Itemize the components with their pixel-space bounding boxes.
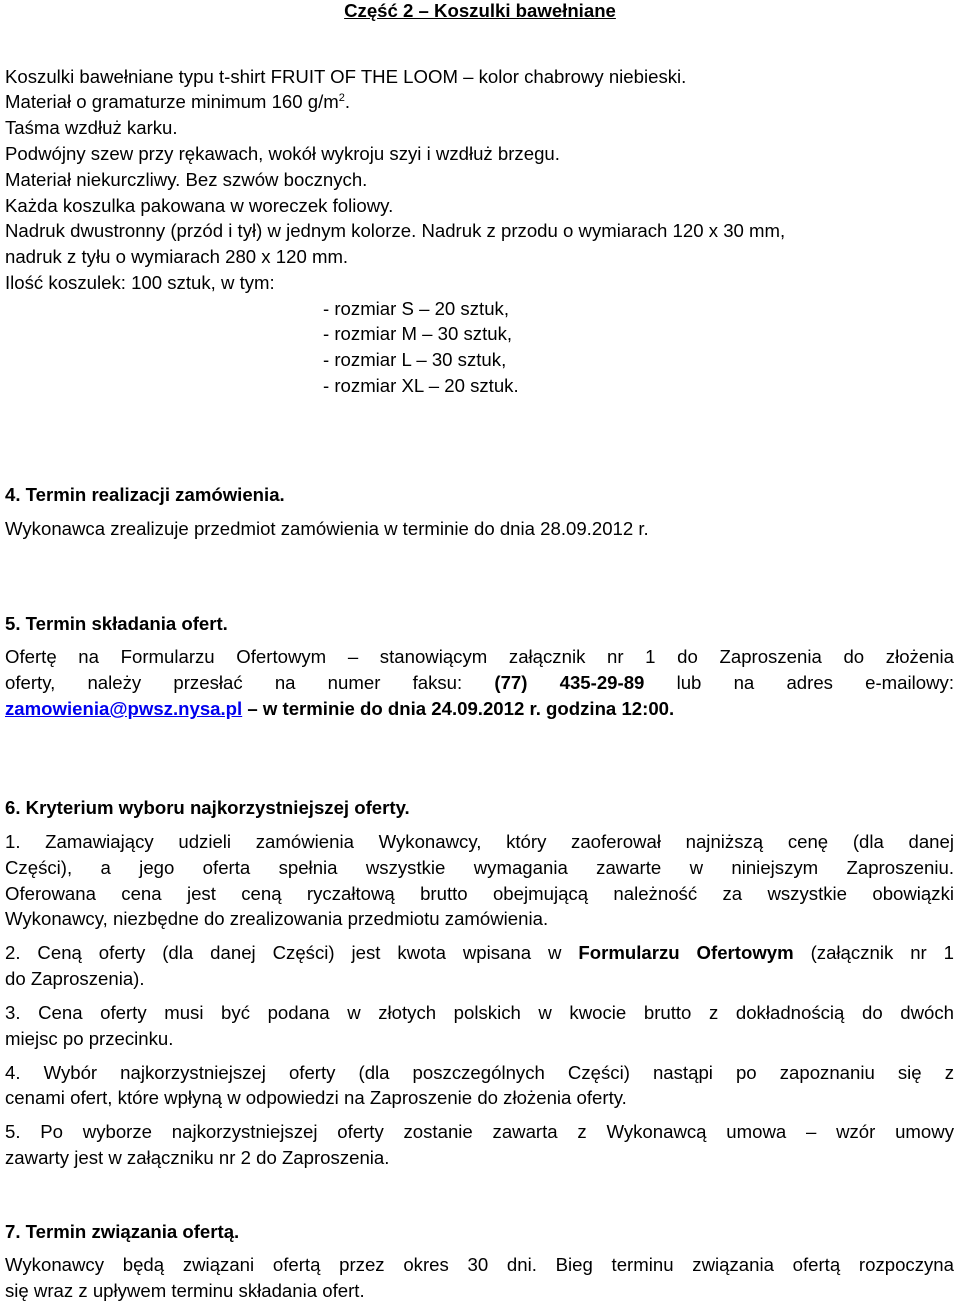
paragraph-line: miejsc po przecinku. <box>5 1028 174 1049</box>
page-title: Część 2 – Koszulki bawełniane <box>344 0 616 21</box>
section-text <box>5 698 674 720</box>
paragraph-line: 1. Zamawiający udzieli zamówienia Wykonawcy, który zaoferował najniższą cenę (dla danej <box>5 831 954 852</box>
size-item: - rozmiar XL – 20 sztuk. <box>323 375 519 396</box>
section-text: Wykonawcy będą związani ofertą przez okres 30 dni. Bieg terminu związania ofertą rozpoczyna <box>5 1254 954 1275</box>
product-line: Nadruk dwustronny (przód i tył) w jednym kolorze. Nadruk z przodu o wymiarach 120 x 30 mm, <box>5 220 786 241</box>
section-heading: 6. Kryterium wyboru najkorzystniejszej oferty. <box>5 797 410 818</box>
size-item: - rozmiar M – 30 sztuk, <box>323 323 513 344</box>
paragraph-line: 5. Po wyborze najkorzystniejszej oferty zostanie zawarta z Wykonawcą umowa – wzór umowy <box>5 1121 954 1142</box>
paragraph-line: 3. Cena oferty musi być podana w złotych polskich w kwocie brutto z dokładnością do dwóch <box>5 1002 954 1023</box>
paragraph-line: Wykonawcy, niezbędne do zrealizowania przedmiotu zamówienia. <box>5 908 549 929</box>
section-heading: 5. Termin składania ofert. <box>5 613 228 634</box>
product-line: Materiał o gramaturze minimum 160 $g/m^2$. <box>5 91 351 112</box>
paragraph-line: 4. Wybór najkorzystniejszej oferty (dla poszczególnych Części) nastąpi po zapoznaniu się z <box>5 1062 954 1083</box>
section-text: Wykonawca zrealizuje przedmiot zamówienia w terminie do dnia 28.09.2012 r. <box>5 518 649 539</box>
paragraph-line: cenami ofert, które wpłyną w odpowiedzi na Zaproszenie do złożenia oferty. <box>5 1087 627 1108</box>
email-link[interactable]: zamowienia@pwsz.nysa.pl <box>5 698 243 719</box>
product-line: nadruk z tyłu o wymiarach 280 x 120 mm. <box>5 246 349 267</box>
size-item: - rozmiar L – 30 sztuk, <box>323 349 507 370</box>
product-line: Ilość koszulek: 100 sztuk, w tym: <box>5 272 275 293</box>
product-line: Podwójny szew przy rękawach, wokół wykroju szyi i wzdłuż brzegu. <box>5 143 560 164</box>
fax-number: (77) 435-29-89 <box>494 672 645 693</box>
size-item: - rozmiar S – 20 sztuk, <box>323 298 509 319</box>
section-text: oferty, należy przesłać na numer faksu: (77) 435-29-89 lub na adres e-mailowy: <box>5 672 955 693</box>
product-line: Taśma wzdłuż karku. <box>5 117 178 138</box>
product-line: Koszulki bawełniane typu t-shirt FRUIT OF THE LOOM – kolor chabrowy niebieski. <box>5 66 687 87</box>
product-line: Materiał niekurczliwy. Bez szwów bocznych. <box>5 169 368 190</box>
section-text: się wraz z upływem terminu składania ofert. <box>5 1280 365 1301</box>
deadline-text: – w terminie do dnia 24.09.2012 r. godzina 12:00. <box>242 698 675 719</box>
section-heading: 4. Termin realizacji zamówienia. <box>5 484 285 505</box>
paragraph-line: do Zaproszenia). <box>5 968 145 989</box>
paragraph-line: 2. Ceną oferty (dla danej Części) jest kwota wpisana w Formularzu Ofertowym (załącznik nr 1 <box>5 942 954 963</box>
product-line: Każda koszulka pakowana w woreczek foliowy. <box>5 195 394 216</box>
section-heading: 7. Termin związania ofertą. <box>5 1221 240 1242</box>
section-text: Ofertę na Formularzu Ofertowym – stanowiącym załącznik nr 1 do Zaproszenia do złożenia <box>5 646 954 667</box>
paragraph-line: Oferowana cena jest ceną ryczałtową brutto obejmującą należność za wszystkie obowiązki <box>5 883 954 904</box>
paragraph-line: Części), a jego oferta spełnia wszystkie wymagania zawarte w niniejszym Zaproszeniu. <box>5 857 954 878</box>
paragraph-line: zawarty jest w załączniku nr 2 do Zaproszenia. <box>5 1147 390 1168</box>
